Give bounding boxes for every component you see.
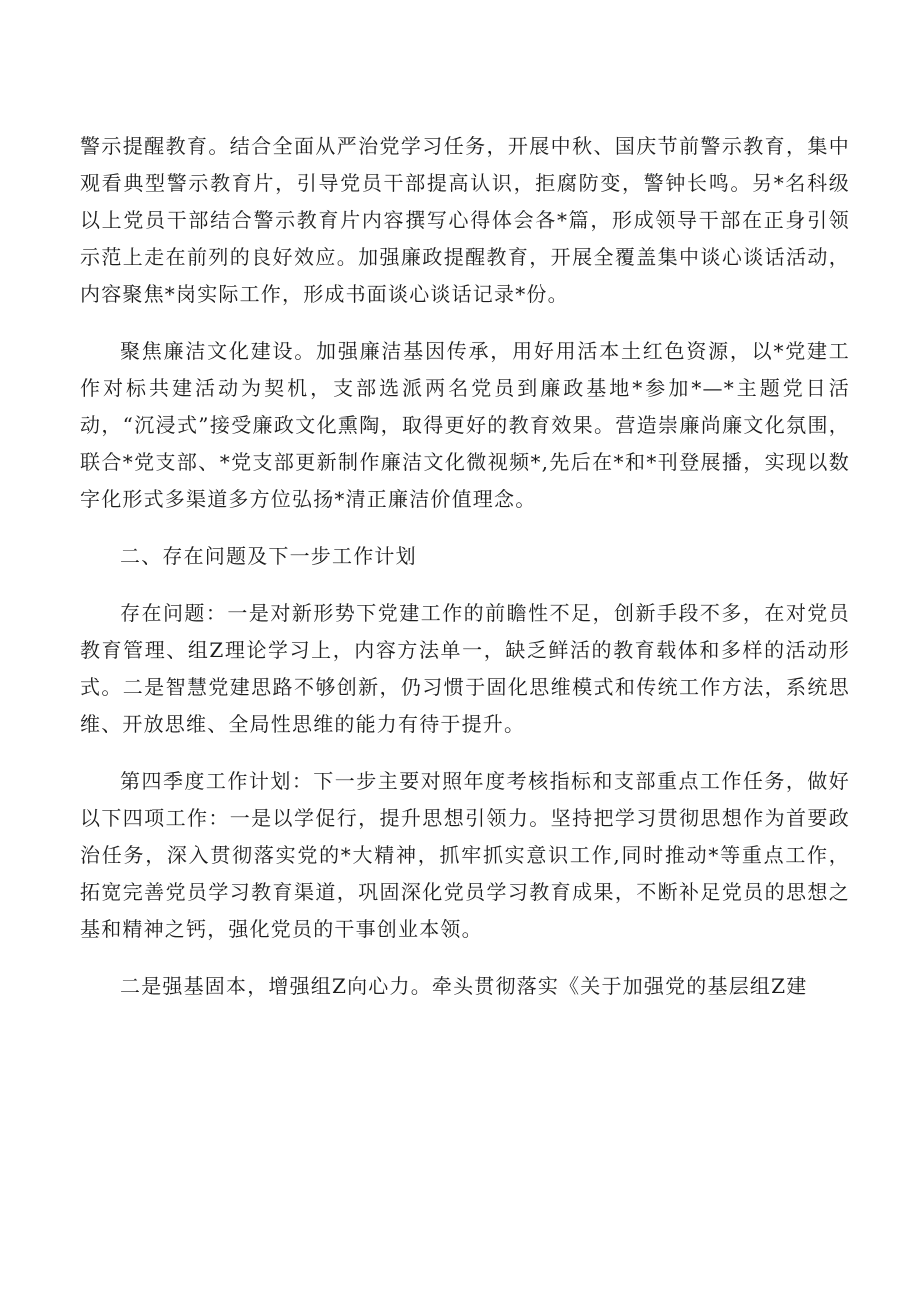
section-heading-problems-and-plan: 二、存在问题及下一步工作计划: [120, 544, 417, 568]
paragraph-problems: 存在问题：一是对新形势下党建工作的前瞻性不足，创新手段不多，在对党员教育管理、组Z理论学习上，内容方法单一，缺乏鲜活的教育载体和多样的活动形式。二是智慧党建思路不够创新，仍习惯于固化思维模式和传统工作方法，系统思维、开放思维、全局性思维的能力有待于提升。: [80, 601, 850, 736]
paragraph-clean-culture: 聚焦廉洁文化建设。加强廉洁基因传承，用好用活本土红色资源，以*党建工作对标共建活动为契机，支部选派两名党员到廉政基地*参加*—*主题党日活动，“沉浸式”接受廉政文化熏陶，取得更好的教育效果。营造崇廉尚廉文化氛围，联合*党支部、*党支部更新制作廉洁文化微视频*,先后在*和*刊登展播，实现以数字化形式多渠道多方位弘扬*清正廉洁价值理念。: [80, 339, 850, 511]
paragraph-q4-plan: 第四季度工作计划：下一步主要对照年度考核指标和支部重点工作任务，做好以下四项工作：一是以学促行，提升思想引领力。坚持把学习贯彻思想作为首要政治任务，深入贯彻落实党的*大精神，抓牢抓实意识工作,同时推动*等重点工作，拓宽完善党员学习教育渠道，巩固深化党员学习教育成果，不断补足党员的思想之基和精神之钙，强化党员的干事创业本领。: [80, 769, 850, 941]
paragraph-warning-education: 警示提醒教育。结合全面从严治党学习任务，开展中秋、国庆节前警示教育，集中观看典型警示教育片，引导党员干部提高认识，拒腐防变，警钟长鸣。另*名科级以上党员干部结合警示教育片内容撰写心得体会各*篇，形成领导干部在正身引领示范上走在前列的良好效应。加强廉政提醒教育，开展全覆盖集中谈心谈话活动，内容聚焦*岗实际工作，形成书面谈心谈话记录*份。: [80, 134, 850, 306]
document-body: [80, 128, 850, 1025]
paragraph-strengthen-base: 二是强基固本，增强组Z向心力。牵头贯彻落实《关于加强党的基层组Z建: [120, 974, 808, 998]
